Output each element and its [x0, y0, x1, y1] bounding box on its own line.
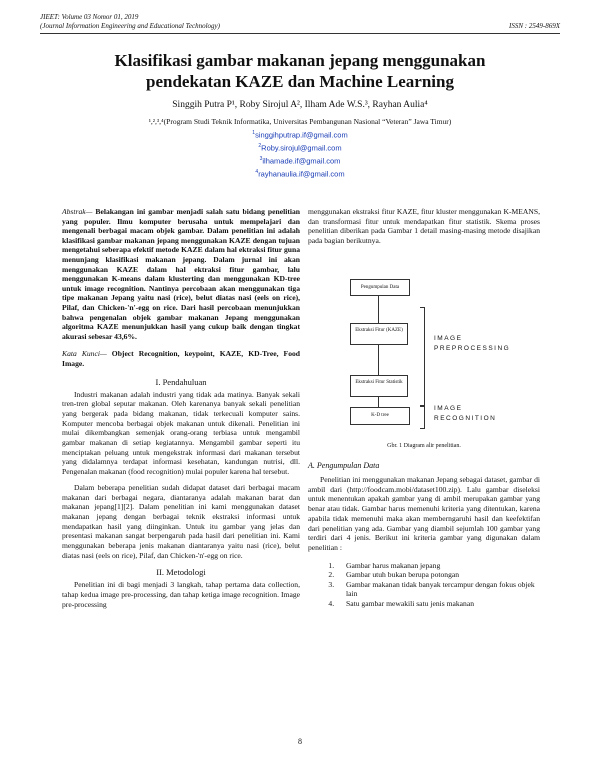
keywords: [62, 349, 300, 368]
page-number: 8: [298, 737, 302, 746]
right-paragraph-2: Penelitian ini menggunakan makanan Jepang sebagai dataset, gambar di ambil dari (http://foodcam.mobi/dataset100.zip). Lalu gambar diseleksi untuk menentukan apakah gambar yang di ambil merupakan gambar yang benar atau tidak. Gambar harus memenuhi kriteria yang ditentukan, karena apabila tidak memenuhi maka akan memberngaruhi hasil dan keefektifan dari penelitian yang ada. Gambar yang diambil sejumlah 100 gambar yang terdiri dari 4 jenis. Berikut ini kriteria gambar yang digunakan dalam penelitian :: [308, 475, 540, 552]
title-line-2: pendekatan KAZE dan Machine Learning: [146, 72, 454, 91]
recognition-label-line-2: RECOGNITION: [434, 415, 497, 422]
criteria-list: [308, 561, 540, 609]
email-3[interactable]: $^3$ilhamade.if@gmail.com: [259, 156, 341, 166]
affiliation: ¹,²,³,⁴(Program Studi Teknik Informatika, Universitas Pembangunan Nasional “Veteran” Jawa Timur): [148, 117, 452, 126]
email-2[interactable]: $^2$Roby.sirojul@gmail.com: [258, 143, 342, 153]
section-1-paragraph-1: Industri makanan adalah industri yang tidak ada matinya. Banyak sekali tren-tren global seputar makanan. Oleh karenanya banyak sekali penelitian yang bergerak pada bidang makanan, tidak terkecuali komputer sains. Komputer mencoba berbagai objek makanan untuk dikenali. Penelitian ini mulai dikembangkan semenjak orang-orang terbiasa untuk mengambil gambar makanan di setiap kegiatannya. Mengambil gambar seperti itu menciptakan peluang untuk mengekstrak informasi dari makanan tersebut yang didalamnya terdapat informasi kesehatan, kandungan nutrisi, dll. Pengenalan makanan (food recognition) mulai populer karena hal tersebut.: [62, 389, 300, 477]
keywords-body: Object Recognition, keypoint, KAZE, KD-Tree, Food Image.: [62, 349, 301, 368]
email-4[interactable]: $^4$rayhanaulia.if@gmail.com: [255, 169, 345, 179]
keywords-label: Kata Kunci—: [62, 349, 107, 359]
criteria-item: 3. Gambar makanan tidak banyak tercampur dengan fokus objek lain: [336, 580, 540, 599]
section-1-heading: I. Pendahuluan: [155, 376, 207, 387]
box-statistic-features: Ekstraksi Fitur Statistik: [350, 375, 408, 397]
right-paragraph-1: menggunakan ekstraksi fitur KAZE, fitur kluster menggunakan K-MEANS, dan transformasi fitur untuk mendapatkan fitur statistik. Skema proses penelitian diberikan pada Gambar 1 detail masing-masing metode disajikan pada bagian berikutnya.: [308, 207, 540, 246]
journal-header: [40, 13, 220, 31]
diagram-spine: [378, 287, 379, 423]
authors: Singgih Putra P¹, Roby Sirojul A², Ilham Ade W.S.³, Rayhan Aulia⁴: [172, 100, 428, 110]
abstract: [62, 207, 300, 341]
abstract-label: Abstrak—: [62, 207, 93, 216]
criteria-item: 4. Satu gambar mewakili satu jenis makanan: [336, 599, 540, 609]
box-kd-tree: K-D tree: [350, 407, 410, 425]
header-rule: [40, 33, 560, 34]
left-column: [62, 207, 300, 610]
right-column-top: [308, 207, 540, 246]
abstract-body: Belakangan ini gambar menjadi salah satu bidang penelitian yang populer. Ilmu komputer berusaha untuk mempelajari dan mengenali berbagai macam objek gambar. Dalam penelitian ini adalah klasifikasi gambar makanan jepang menggunakan KAZE dengan tujuan mengetahui seberapa efektif metode KAZE dalam hal ektraksi fitur guna menunjang klasifikasi makanan jepang. Dalam jurnal ini akan menggunakan KAZE dalam hal ektraksi fitur gambar, lalu menggunakan K-means dalam klusterting dan menggunakan KD-tree untuk image recognition. Nantinya percobaan akan menggunakan tiga tipe makanan Jepang yaitu nasi (rice), belut diatas nasi (eels on rice), Pilaf, dan Chicken-'n'-egg on rice. Dari hasil percobaan menunjukkan bahwa pengenalan objek gambar makanan Jepang menggunakan algoritma KAZE menunjukkan hasil yang cukup baik dengan tingkat akurasi sebesar 43,6%.: [62, 207, 300, 341]
recognition-bracket: [420, 405, 425, 429]
preprocessing-bracket: [420, 307, 425, 407]
criteria-item: 2. Gambar utuh bukan berupa potongan: [336, 570, 540, 580]
paper-title: [40, 50, 560, 92]
box-kaze-extraction: Ekstraksi Fitur (KAZE): [350, 323, 408, 345]
journal-subtitle: (Journal Information Engineering and Educational Technology): [40, 22, 220, 30]
subsection-a-heading: A. Pengumpulan Data: [308, 461, 380, 470]
criteria-item: 1. Gambar harus makanan jepang: [336, 561, 540, 571]
preprocessing-label: [434, 334, 510, 354]
recognition-label: [434, 404, 496, 424]
flow-diagram: [308, 275, 540, 455]
right-column-bottom: [308, 461, 540, 609]
section-1-paragraph-2: Dalam beberapa penelitian sudah didapat dataset dari berbagai macam makanan dari berbagai negara, diantaranya adalah makanan barat dan makanan jepang[1][2]. Dalam penelitian ini kami menggunakan dataset makanan jepang dengan berbagai teknik ekstraksi informasi untuk mendapatkan hasil yang diinginkan. Untuk itu gambar yang jelas dan presentasi makanan sangat berpengaruh pada hasil dari penelitian ini. Kami menggunakan beberapa jenis makanan diantaranya yaitu nasi (rice), belut diatas nasi (eels on rice), Pilaf, dan Chicken-'n'-egg on rice.: [62, 482, 300, 560]
box-data-collection: Pengumpulan Data: [350, 279, 410, 296]
section-2-heading: II. Metodologi: [156, 567, 206, 578]
title-line-1: Klasifikasi gambar makanan jepang menggunakan: [114, 51, 486, 70]
email-1[interactable]: $^1$singgihputrap.if@gmail.com: [252, 130, 348, 140]
section-2-paragraph-1: Penelitian ini di bagi menjadi 3 langkah, tahap pertama data collection, tahap kedua image pre-processing, dan tahap ketiga image recognition. Image pre-processing: [62, 580, 300, 609]
recognition-label-line-1: IMAGE: [434, 405, 463, 412]
issn: ISSN : 2549-869X: [509, 22, 560, 30]
figure-caption: Gbr. 1 Diagram alir penelitian.: [387, 443, 461, 449]
preprocessing-label-line-2: PREPROCESSING: [434, 345, 511, 352]
journal-name: JIEET: Volume 03 Nomor 01, 2019: [40, 13, 139, 21]
preprocessing-label-line-1: IMAGE: [434, 335, 463, 342]
